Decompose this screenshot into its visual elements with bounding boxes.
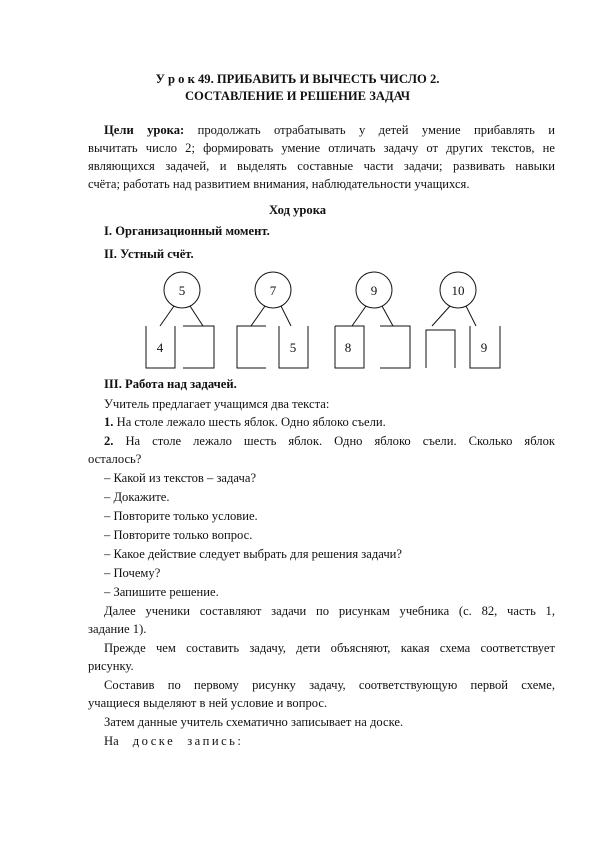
question-7: – Запишите решение. — [104, 585, 219, 599]
section-2-heading: II. Устный счёт. — [104, 247, 194, 261]
goals-line-3: являющихся задачей, и выделять составные части задачи; развивать навыки — [88, 159, 555, 173]
question-2: – Докажите. — [104, 490, 170, 504]
section-3-heading: III. Работа над задачей. — [104, 377, 237, 391]
left-part-3: 8 — [344, 340, 352, 355]
paragraph-4-line-2: задание 1). — [88, 622, 147, 636]
goals-text-1: продолжать отрабатывать у детей умение прибавлять и — [184, 123, 555, 137]
top-number-4: 10 — [451, 283, 465, 298]
text-2-line-2: осталось? — [88, 452, 142, 466]
right-box-1 — [183, 326, 214, 368]
top-number-2: 7 — [269, 283, 277, 298]
top-number-3: 9 — [370, 283, 378, 298]
right-part-4: 9 — [480, 340, 488, 355]
right-part-2: 5 — [289, 340, 297, 355]
text-2-number: 2. — [104, 434, 114, 448]
paragraph-4-line-1: Далее ученики составляют задачи по рисункам учебника (с. 82, часть 1, — [104, 604, 555, 618]
question-6: – Почему? — [104, 566, 161, 580]
paragraph-5-line-2: рисунку. — [88, 659, 134, 673]
left-box-4 — [426, 330, 455, 368]
question-4: – Повторите только вопрос. — [104, 528, 253, 542]
paragraph-7: Затем данные учитель схематично записывает на доске. — [104, 715, 404, 729]
goals-line-2: вычитать число 2; формировать умение отличать задачу от других текстов, не — [88, 141, 555, 155]
left-box-2 — [237, 326, 266, 368]
paragraph-6-line-2: учащиеся выделяют в ней условие и вопрос. — [88, 696, 328, 710]
paragraph-5-line-1: Прежде чем составить задачу, дети объясняют, какая схема соответствует — [104, 641, 555, 655]
text-1: 1. На столе лежало шесть яблок. Одно яблоко съели. — [104, 415, 386, 429]
board-record-line: На доске запись: — [104, 734, 244, 748]
text-2-line-1: 2. На столе лежало шесть яблок. Одно яблоко съели. Сколько яблок — [104, 434, 555, 448]
question-1: – Какой из текстов – задача? — [104, 471, 257, 485]
question-3: – Повторите только условие. — [104, 509, 258, 523]
lesson-subtitle: СОСТАВЛЕНИЕ И РЕШЕНИЕ ЗАДАЧ — [184, 89, 411, 103]
goals-label: Цели урока: — [104, 123, 185, 137]
right-box-3 — [380, 326, 410, 368]
body-paragraph-1: Учитель предлагает учащимся два текста: — [104, 397, 330, 411]
top-number-1: 5 — [178, 283, 186, 298]
course-title: Ход урока — [268, 203, 327, 217]
left-part-1: 4 — [156, 340, 164, 355]
text-1-number: 1. — [104, 415, 114, 429]
paragraph-6-line-1: Составив по первому рисунку задачу, соответствующую первой схеме, — [104, 678, 555, 692]
question-5: – Какое действие следует выбрать для решения задачи? — [104, 547, 402, 561]
goals-line-4: счёта; работать над развитием внимания, наблюдательности учащихся. — [88, 177, 470, 191]
lesson-title: У р о к 49. ПРИБАВИТЬ И ВЫЧЕСТЬ ЧИСЛО 2. — [155, 72, 440, 86]
section-1-heading: I. Организационный момент. — [104, 224, 270, 238]
